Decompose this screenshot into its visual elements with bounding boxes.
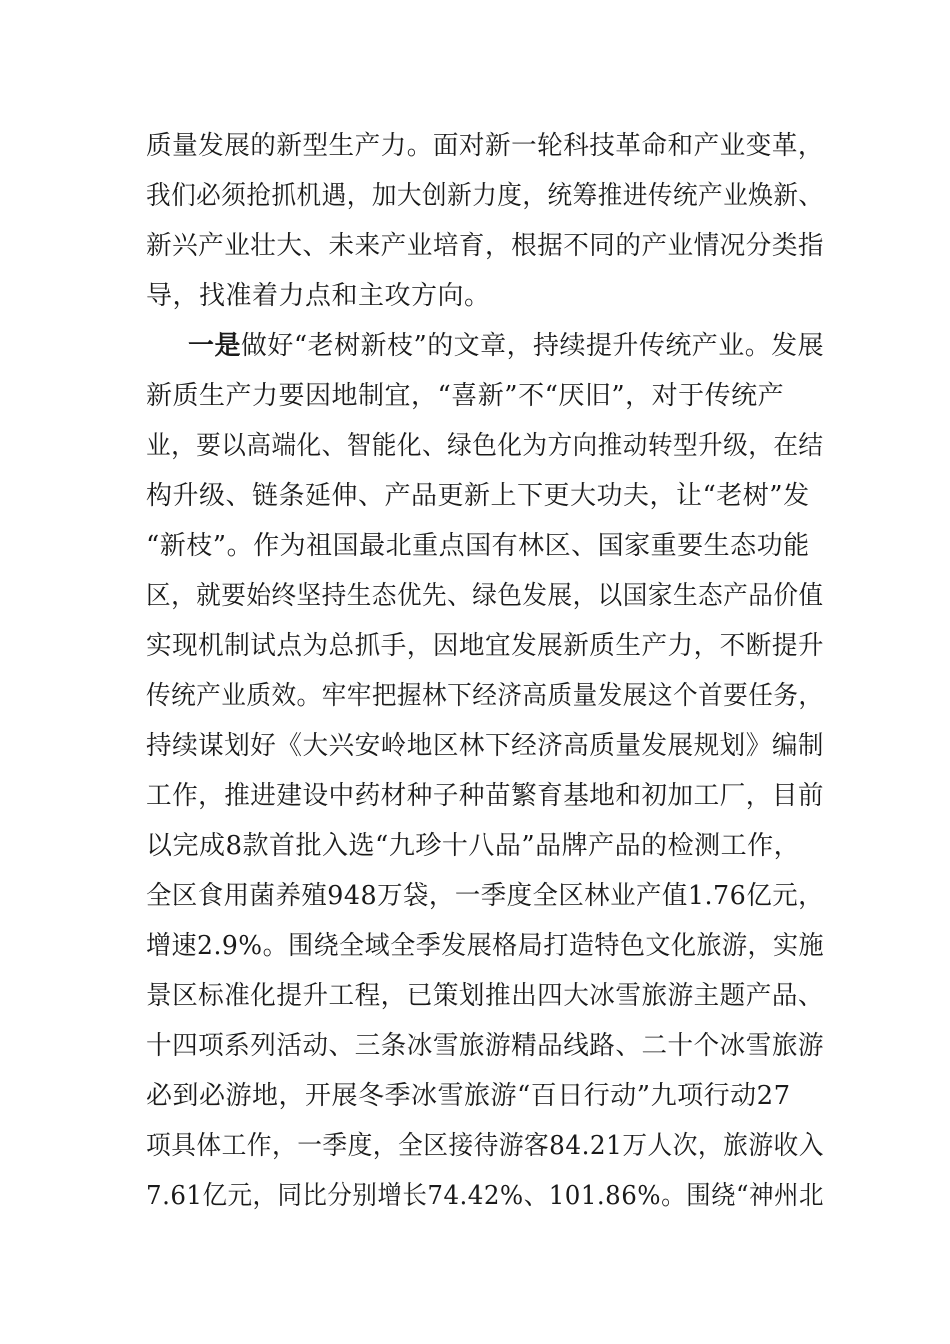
paragraph-2-line-3: 业，要以高端化、智能化、绿色化为方向推动转型升级，在结 <box>146 431 824 461</box>
paragraph-2-line-17: 项具体工作，一季度，全区接待游客84.21万人次，旅游收入 <box>146 1131 824 1161</box>
paragraph-2-line-16: 必到必游地，开展冬季冰雪旅游“百日行动”九项行动27 <box>146 1081 791 1111</box>
paragraph-2-line-10: 工作，推进建设中药材种子种苗繁育基地和初加工厂，目前 <box>146 781 824 811</box>
paragraph-2-line-8: 传统产业质效。牢牢把握林下经济高质量发展这个首要任务， <box>146 681 824 711</box>
paragraph-2-line-7: 实现机制试点为总抓手，因地宜发展新质生产力，不断提升 <box>146 631 824 661</box>
paragraph-2-line-18: 7.61亿元，同比分别增长74.42%、101.86%。围绕“神州北 <box>146 1181 825 1211</box>
paragraph-2-lead: 一是 <box>188 331 241 361</box>
paragraph-2-line-2: 新质生产力要因地制宜，“喜新”不“厌旧”，对于传统产 <box>146 381 785 411</box>
paragraph-1-line-1: 质量发展的新型生产力。面对新一轮科技革命和产业变革， <box>146 131 824 161</box>
paragraph-2-line-6: 区，就要始终坚持生态优先、绿色发展，以国家生态产品价值 <box>146 581 824 611</box>
paragraph-1-line-3: 新兴产业壮大、未来产业培育，根据不同的产业情况分类指 <box>146 231 824 261</box>
paragraph-1-line-4: 导，找准着力点和主攻方向。 <box>146 281 491 311</box>
paragraph-2-line-11: 以完成8款首批入选“九珍十八品”品牌产品的检测工作， <box>146 831 801 861</box>
paragraph-2-line-9: 持续谋划好《大兴安岭地区林下经济高质量发展规划》编制 <box>146 731 824 761</box>
paragraph-1-line-2: 我们必须抢抓机遇，加大创新力度，统筹推进传统产业焕新、 <box>146 181 824 211</box>
paragraph-2-line-12: 全区食用菌养殖948万袋，一季度全区林业产值1.76亿元， <box>146 881 824 911</box>
paragraph-2-line-1 <box>188 328 824 365</box>
paragraph-2-line-14: 景区标准化提升工程，已策划推出四大冰雪旅游主题产品、 <box>146 981 824 1011</box>
paragraph-2-line-13: 增速2.9%。围绕全域全季发展格局打造特色文化旅游，实施 <box>146 931 825 961</box>
paragraph-2-line-15: 十四项系列活动、三条冰雪旅游精品线路、二十个冰雪旅游 <box>146 1031 824 1061</box>
paragraph-2-line-5: “新枝”。作为祖国最北重点国有林区、国家重要生态功能 <box>146 531 810 561</box>
paragraph-2-line-4: 构升级、链条延伸、产品更新上下更大功夫，让“老树”发 <box>146 481 810 511</box>
paragraph-2-line-1-text: 做好“老树新枝”的文章，持续提升传统产业。发展 <box>240 331 825 361</box>
